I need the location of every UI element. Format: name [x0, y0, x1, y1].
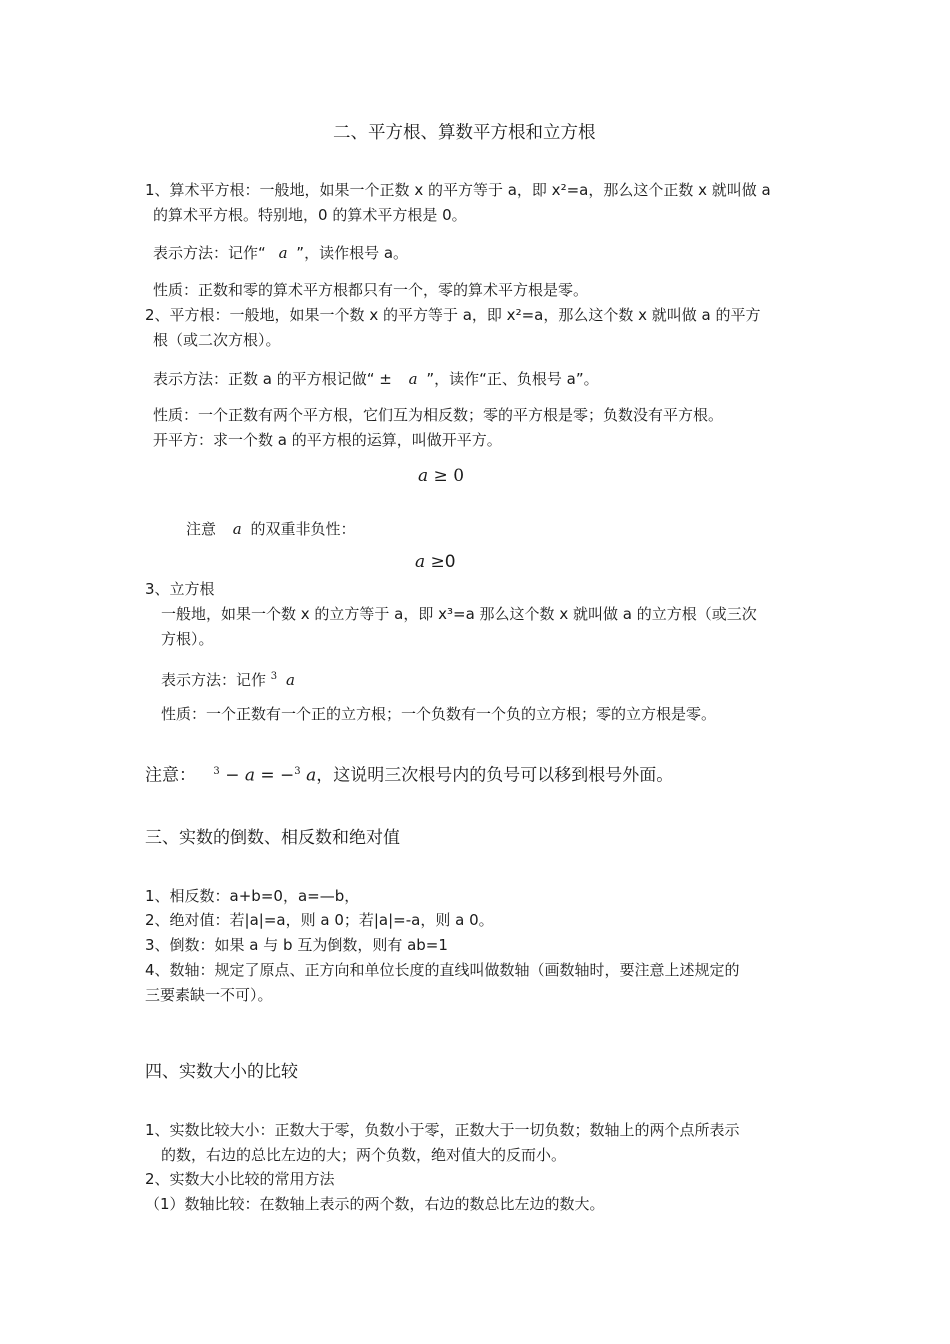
s2-note-label: 注意 [186, 520, 217, 538]
sec3-item-1: 1、相反数：a+b=0，a=—b， [145, 887, 360, 905]
s2-note-text: 的双重非负性： [250, 520, 356, 538]
s3-notation [161, 667, 295, 690]
sec3-item-3: 3、倒数：如果 a 与 b 互为倒数，则有 ab=1 [145, 936, 448, 954]
s1-notation-prefix: 表示方法：记作“ [153, 244, 266, 262]
s2-condition-2 [415, 552, 456, 572]
s2-condition2-symbol: ≥ [430, 552, 445, 572]
s2-property: 性质：一个正数有两个平方根，它们互为相反数；零的平方根是零；负数没有平方根。 [153, 406, 724, 424]
sec3-item-2: 2、绝对值：若|a|=a，则 a 0；若|a|=-a，则 a 0。 [145, 911, 494, 929]
s3-definition-line2: 方根）。 [161, 630, 214, 648]
s3-note-variable: a [306, 765, 317, 786]
s3-definition-line1: 一般地，如果一个数 x 的立方等于 a，即 x³=a 那么这个数 x 就叫做 a 的立方根（或三次 [161, 605, 757, 623]
s2-notation-prefix: 表示方法：正数 a 的平方根记做“ ± [153, 370, 392, 388]
s1-notation-variable: a [278, 244, 288, 262]
s1-notation-suffix: ”，读作根号 a。 [296, 244, 409, 262]
s1-notation [153, 243, 408, 263]
s3-note [145, 762, 673, 786]
s3-notation-variable: a [285, 671, 295, 689]
s2-definition-line2: 根（或二次方根）。 [153, 331, 281, 349]
s3-note-root-index-1: 3 [213, 766, 220, 777]
s3-note-label: 注意： [145, 765, 196, 786]
sec3-item-4: 4、数轴：规定了原点、正方向和单位长度的直线叫做数轴（画数轴时，要注意上述规定的 [145, 961, 740, 979]
s2-definition-line1: 2、平方根：一般地，如果一个数 x 的平方等于 a，即 x²=a，那么这个数 x 就叫做 a 的平方 [145, 306, 761, 324]
s3-heading: 3、立方根 [145, 580, 215, 598]
s2-condition2-variable: a [415, 552, 426, 572]
s3-note-root-index-2: 3 [294, 766, 301, 777]
page-title: 二、平方根、算数平方根和立方根 [333, 123, 596, 143]
s2-notation [153, 369, 599, 389]
s3-property: 性质：一个正数有一个正的立方根；一个负数有一个负的立方根；零的立方根是零。 [161, 705, 717, 723]
s2-kaipingfang: 开平方：求一个数 a 的平方根的运算，叫做开平方。 [153, 431, 502, 449]
s3-notation-prefix: 表示方法：记作 [161, 671, 267, 689]
sec4-item-1: 1、实数比较大小：正数大于零，负数小于零，正数大于一切负数；数轴上的两个点所表示 [145, 1121, 740, 1139]
section-4-title: 四、实数大小的比较 [145, 1062, 298, 1082]
sec3-item-4-cont: 三要素缺一不可）。 [145, 986, 273, 1004]
sec4-item-1-cont: 的数，右边的总比左边的大；两个负数，绝对值大的反而小。 [161, 1146, 567, 1164]
s3-root-index: 3 [270, 671, 278, 682]
sec4-item-3: （1）数轴比较：在数轴上表示的两个数，右边的数总比左边的数大。 [145, 1195, 605, 1213]
s2-condition-rest: ≥ 0 [433, 466, 465, 486]
s1-definition-line2: 的算术平方根。特别地，0 的算术平方根是 0。 [153, 206, 467, 224]
s2-condition2-number: 0 [444, 552, 456, 572]
s2-note-variable: a [232, 520, 242, 538]
sec4-item-2: 2、实数大小比较的常用方法 [145, 1170, 335, 1188]
s1-definition-line1: 1、算术平方根：一般地，如果一个正数 x 的平方等于 a，即 x²=a，那么这个正数 x 就叫做 a [145, 181, 771, 199]
s2-condition-variable: a [418, 466, 429, 486]
s2-condition [418, 466, 464, 486]
s2-notation-suffix: ”，读作“正、负根号 a”。 [426, 370, 599, 388]
s2-note [186, 519, 356, 539]
s3-note-text: ，这说明三次根号内的负号可以移到根号外面。 [316, 765, 674, 786]
s2-notation-variable: a [408, 370, 418, 388]
s1-property: 性质：正数和零的算术平方根都只有一个，零的算术平方根是零。 [153, 281, 589, 299]
section-3-title: 三、实数的倒数、相反数和绝对值 [145, 828, 400, 848]
s3-note-expression: − a = − [225, 765, 295, 786]
